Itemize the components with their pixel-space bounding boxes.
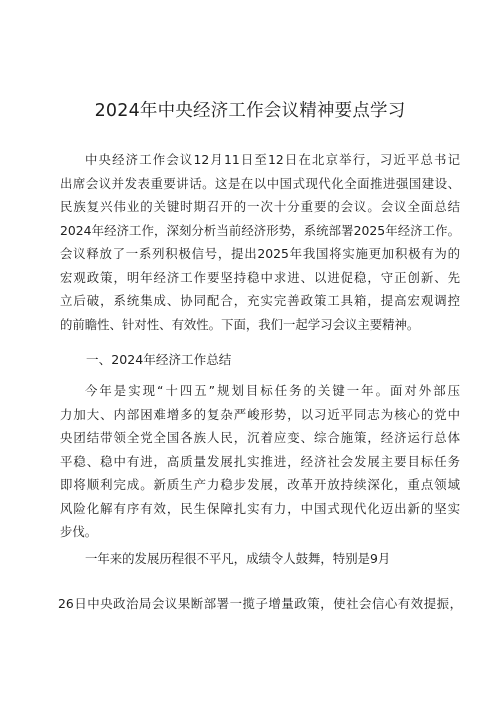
section1-line: 央团结带领全党全国各族人民，沉着应变、综合施策，经济运行总体 — [60, 430, 460, 445]
section1-line: 力加大、内部困难增多的复杂严峻形势，以习近平同志为核心的党中 — [60, 406, 460, 422]
intro-line: 中央经济工作会议12月11日至12日在北京举行，习近平总书记 — [85, 152, 460, 167]
intro-line: 宏观政策，明年经济工作要坚持稳中求进、以进促稳，守正创新、先 — [60, 269, 460, 285]
section1-line: 即将顺利完成。新质生产力稳步发展，改革开放持续深化，重点领域 — [60, 477, 460, 492]
document-title: 2024年中央经济工作会议精神要点学习 — [94, 101, 406, 121]
section1-line: 一年来的发展历程很不平凡，成绩令人鼓舞，特别是9月 — [85, 551, 391, 566]
section1-line: 今年是实现“十四五”规划目标任务的关键一年。面对外部压 — [85, 383, 460, 398]
intro-line: 立后破，系统集成、协同配合，充实完善政策工具箱，提高宏观调控 — [60, 293, 460, 308]
intro-paragraph — [60, 148, 460, 336]
section1-paragraph-3 — [58, 592, 462, 616]
section1-line: 平稳、稳中有进，高质量发展扎实推进，经济社会发展主要目标任务 — [60, 453, 460, 469]
section1-line: 步伐。 — [60, 524, 98, 539]
section-heading: 一、2024年经济工作总结 — [86, 352, 232, 367]
intro-line: 2024年经济工作，深刻分析当前经济形势，系统部署2025年经济工作。 — [60, 222, 460, 238]
intro-line: 的前瞻性、针对性、有效性。下面，我们一起学习会议主要精神。 — [60, 316, 420, 332]
intro-line: 会议释放了一系列积极信号，提出2025年我国将实施更加积极有为的 — [60, 246, 460, 261]
section1-line: 风险化解有序有效，民生保障扎实有力，中国式现代化迈出新的坚实 — [60, 500, 460, 516]
intro-line: 出席会议并发表重要讲话。这是在以中国式现代化全面推进强国建设、 — [60, 175, 460, 191]
intro-line: 民族复兴伟业的关键时期召开的一次十分重要的会议。会议全面总结 — [60, 199, 460, 214]
section1-paragraph — [60, 379, 460, 544]
section1-paragraph-2 — [60, 547, 460, 571]
section1-line: 26日中央政治局会议果断部署一揽子增量政策，使社会信心有效提振， — [58, 596, 462, 611]
